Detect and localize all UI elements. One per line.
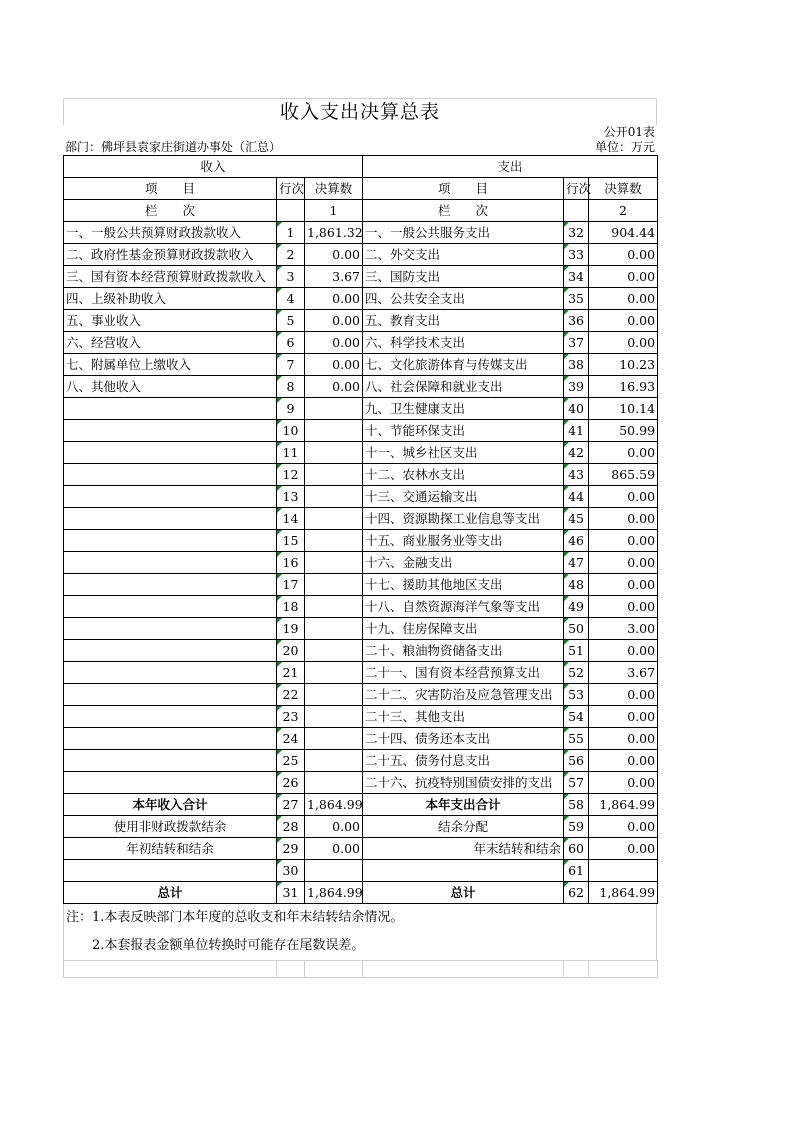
form-code: 公开01表 xyxy=(603,125,655,139)
income-line-no: 9 xyxy=(277,398,305,420)
expense-amount: 0.00 xyxy=(589,838,658,860)
income-amount-header: 决算数 xyxy=(305,178,363,200)
income-line-no: 3 xyxy=(277,266,305,288)
income-summary-item: 使用非财政拨款结余 xyxy=(64,816,277,838)
table-row xyxy=(64,530,658,552)
expense-amount: 0.00 xyxy=(589,772,658,794)
income-line-no: 1 xyxy=(277,222,305,244)
department-row xyxy=(63,140,657,155)
expense-line-no: 45 xyxy=(564,508,589,530)
table-row xyxy=(64,552,658,574)
expense-item: 十四、资源勘探工业信息等支出 xyxy=(363,508,564,530)
income-line-blank xyxy=(277,200,305,222)
table-row xyxy=(64,442,658,464)
expense-item: 十一、城乡社区支出 xyxy=(363,442,564,464)
table-row xyxy=(64,684,658,706)
income-item xyxy=(64,596,277,618)
income-amount: 1,864.99 xyxy=(305,794,363,816)
income-line-no: 30 xyxy=(277,860,305,882)
income-summary-item: 本年收入合计 xyxy=(64,794,277,816)
income-item xyxy=(64,684,277,706)
income-line-no: 21 xyxy=(277,662,305,684)
table-row xyxy=(64,310,658,332)
expense-amount: 0.00 xyxy=(589,486,658,508)
income-line-no: 13 xyxy=(277,486,305,508)
income-item xyxy=(64,442,277,464)
table-row xyxy=(64,332,658,354)
expense-amount: 0.00 xyxy=(589,332,658,354)
income-amount: 0.00 xyxy=(305,376,363,398)
trailing-cell xyxy=(564,961,589,978)
expense-line-header: 行次 xyxy=(564,178,589,200)
expense-amount: 0.00 xyxy=(589,596,658,618)
income-item xyxy=(64,486,277,508)
table-row xyxy=(64,640,658,662)
income-line-no: 22 xyxy=(277,684,305,706)
expense-line-no: 56 xyxy=(564,750,589,772)
expense-item: 六、科学技术支出 xyxy=(363,332,564,354)
expense-line-no: 32 xyxy=(564,222,589,244)
income-amount xyxy=(305,662,363,684)
expense-item: 五、教育支出 xyxy=(363,310,564,332)
expense-amount: 1,864.99 xyxy=(589,882,658,904)
expense-line-no: 47 xyxy=(564,552,589,574)
expense-item: 二十一、国有资本经营预算支出 xyxy=(363,662,564,684)
expense-line-no: 46 xyxy=(564,530,589,552)
expense-amount: 0.00 xyxy=(589,442,658,464)
department-label: 部门：佛坪县袁家庄街道办事处（汇总） xyxy=(65,140,282,154)
income-amount xyxy=(305,640,363,662)
expense-line-no: 61 xyxy=(564,860,589,882)
column-header-row xyxy=(64,178,658,200)
expense-item: 十七、援助其他地区支出 xyxy=(363,574,564,596)
note-2: 2.本套报表金额单位转换时可能存在尾数误差。 xyxy=(66,938,365,953)
expense-line-no: 36 xyxy=(564,310,589,332)
table-row xyxy=(64,772,658,794)
summary-row xyxy=(64,816,658,838)
table-row xyxy=(64,750,658,772)
expense-amount: 0.00 xyxy=(589,310,658,332)
income-amount xyxy=(305,684,363,706)
income-item: 四、上级补助收入 xyxy=(64,288,277,310)
expense-amount: 10.14 xyxy=(589,398,658,420)
table-row xyxy=(64,706,658,728)
income-amount: 0.00 xyxy=(305,244,363,266)
trailing-cell xyxy=(589,961,658,978)
income-line-no: 26 xyxy=(277,772,305,794)
expense-item-header: 项 目 xyxy=(363,178,564,200)
summary-row xyxy=(64,838,658,860)
income-item: 六、经营收入 xyxy=(64,332,277,354)
expense-amount: 0.00 xyxy=(589,640,658,662)
income-item xyxy=(64,772,277,794)
expense-amount xyxy=(589,860,658,882)
table-row xyxy=(64,266,658,288)
income-amount xyxy=(305,420,363,442)
income-amount: 1,861.32 xyxy=(305,222,363,244)
income-column-index: 1 xyxy=(305,200,363,222)
income-item: 三、国有资本经营预算财政拨款收入 xyxy=(64,266,277,288)
expense-item: 二十四、债务还本支出 xyxy=(363,728,564,750)
expense-amount: 0.00 xyxy=(589,706,658,728)
income-amount xyxy=(305,552,363,574)
income-item xyxy=(64,618,277,640)
expense-item: 十九、住房保障支出 xyxy=(363,618,564,640)
expense-line-no: 34 xyxy=(564,266,589,288)
expense-item: 二十六、抗疫特别国债安排的支出 xyxy=(363,772,564,794)
expense-summary-item: 总计 xyxy=(363,882,564,904)
expense-summary-item: 结余分配 xyxy=(363,816,564,838)
income-line-no: 31 xyxy=(277,882,305,904)
expense-line-no: 38 xyxy=(564,354,589,376)
income-item xyxy=(64,750,277,772)
expense-line-no: 58 xyxy=(564,794,589,816)
trailing-cell xyxy=(64,961,277,978)
income-amount xyxy=(305,398,363,420)
table-row xyxy=(64,574,658,596)
income-line-no: 24 xyxy=(277,728,305,750)
expense-amount: 0.00 xyxy=(589,728,658,750)
income-line-no: 7 xyxy=(277,354,305,376)
income-line-no: 6 xyxy=(277,332,305,354)
expense-item: 九、卫生健康支出 xyxy=(363,398,564,420)
income-item xyxy=(64,574,277,596)
expense-line-no: 40 xyxy=(564,398,589,420)
expense-amount: 0.00 xyxy=(589,816,658,838)
income-line-no: 27 xyxy=(277,794,305,816)
notes xyxy=(63,904,657,960)
expense-line-no: 59 xyxy=(564,816,589,838)
trailing-cell xyxy=(305,961,363,978)
table-row xyxy=(64,420,658,442)
expense-line-no: 49 xyxy=(564,596,589,618)
table-row xyxy=(64,222,658,244)
income-item xyxy=(64,508,277,530)
expense-line-no: 42 xyxy=(564,442,589,464)
expense-amount: 904.44 xyxy=(589,222,658,244)
income-amount: 0.00 xyxy=(305,816,363,838)
expense-line-no: 33 xyxy=(564,244,589,266)
summary-row xyxy=(64,882,658,904)
income-column-label: 栏 次 xyxy=(64,200,277,222)
income-item xyxy=(64,728,277,750)
income-line-no: 25 xyxy=(277,750,305,772)
expense-item: 一、一般公共服务支出 xyxy=(363,222,564,244)
expense-line-no: 39 xyxy=(564,376,589,398)
expense-line-no: 44 xyxy=(564,486,589,508)
expense-amount: 865.59 xyxy=(589,464,658,486)
summary-row xyxy=(64,860,658,882)
expense-amount: 3.00 xyxy=(589,618,658,640)
income-line-no: 14 xyxy=(277,508,305,530)
income-amount xyxy=(305,530,363,552)
income-amount xyxy=(305,442,363,464)
income-item: 五、事业收入 xyxy=(64,310,277,332)
expense-line-no: 55 xyxy=(564,728,589,750)
summary-table xyxy=(63,155,658,904)
income-item xyxy=(64,398,277,420)
expense-amount: 0.00 xyxy=(589,684,658,706)
table-row xyxy=(64,354,658,376)
expense-line-no: 43 xyxy=(564,464,589,486)
income-line-no: 10 xyxy=(277,420,305,442)
income-item: 二、政府性基金预算财政拨款收入 xyxy=(64,244,277,266)
page-title: 收入支出决算总表 xyxy=(63,98,657,125)
table-row xyxy=(64,398,658,420)
expense-summary-item: 年末结转和结余 xyxy=(363,838,564,860)
expense-column-label: 栏 次 xyxy=(363,200,564,222)
expense-amount: 0.00 xyxy=(589,266,658,288)
expense-summary-item xyxy=(363,860,564,882)
expense-amount: 1,864.99 xyxy=(589,794,658,816)
table-row xyxy=(64,662,658,684)
expense-amount: 0.00 xyxy=(589,530,658,552)
income-amount xyxy=(305,596,363,618)
income-item-header: 项 目 xyxy=(64,178,277,200)
expense-amount: 0.00 xyxy=(589,508,658,530)
income-item: 七、附属单位上缴收入 xyxy=(64,354,277,376)
expense-line-no: 60 xyxy=(564,838,589,860)
income-amount xyxy=(305,728,363,750)
income-line-no: 29 xyxy=(277,838,305,860)
table-row xyxy=(64,376,658,398)
income-line-no: 8 xyxy=(277,376,305,398)
expense-item: 二十二、灾害防治及应急管理支出 xyxy=(363,684,564,706)
income-item xyxy=(64,464,277,486)
income-amount xyxy=(305,618,363,640)
expense-item: 十、节能环保支出 xyxy=(363,420,564,442)
section-header-row xyxy=(64,156,658,178)
expense-item: 二十、粮油物资储备支出 xyxy=(363,640,564,662)
income-line-no: 15 xyxy=(277,530,305,552)
income-line-no: 11 xyxy=(277,442,305,464)
expense-item: 二、外交支出 xyxy=(363,244,564,266)
income-line-no: 4 xyxy=(277,288,305,310)
expense-line-no: 52 xyxy=(564,662,589,684)
income-summary-item: 年初结转和结余 xyxy=(64,838,277,860)
expense-line-no: 50 xyxy=(564,618,589,640)
expense-amount: 3.67 xyxy=(589,662,658,684)
expense-line-no: 41 xyxy=(564,420,589,442)
table-row xyxy=(64,244,658,266)
income-amount xyxy=(305,464,363,486)
income-line-no: 20 xyxy=(277,640,305,662)
expense-item: 四、公共安全支出 xyxy=(363,288,564,310)
expense-item: 二十三、其他支出 xyxy=(363,706,564,728)
income-amount: 0.00 xyxy=(305,310,363,332)
income-line-no: 23 xyxy=(277,706,305,728)
expense-amount: 0.00 xyxy=(589,750,658,772)
expense-item: 八、社会保障和就业支出 xyxy=(363,376,564,398)
expense-item: 七、文化旅游体育与传媒支出 xyxy=(363,354,564,376)
income-item xyxy=(64,706,277,728)
income-line-no: 28 xyxy=(277,816,305,838)
trailing-row xyxy=(64,961,658,978)
expense-item: 三、国防支出 xyxy=(363,266,564,288)
income-item xyxy=(64,552,277,574)
income-amount: 0.00 xyxy=(305,838,363,860)
summary-row xyxy=(64,794,658,816)
expense-item: 十三、交通运输支出 xyxy=(363,486,564,508)
trailing-cell xyxy=(277,961,305,978)
income-line-no: 19 xyxy=(277,618,305,640)
income-line-no: 16 xyxy=(277,552,305,574)
income-line-no: 5 xyxy=(277,310,305,332)
table-row xyxy=(64,596,658,618)
expense-header: 支出 xyxy=(363,156,658,178)
expense-amount: 50.99 xyxy=(589,420,658,442)
income-line-no: 2 xyxy=(277,244,305,266)
income-item: 一、一般公共预算财政拨款收入 xyxy=(64,222,277,244)
income-item xyxy=(64,640,277,662)
trailing-grid xyxy=(63,960,658,978)
income-line-no: 12 xyxy=(277,464,305,486)
expense-amount: 0.00 xyxy=(589,244,658,266)
income-line-no: 18 xyxy=(277,596,305,618)
expense-line-no: 48 xyxy=(564,574,589,596)
income-amount: 1,864.99 xyxy=(305,882,363,904)
expense-line-no: 51 xyxy=(564,640,589,662)
table-row xyxy=(64,464,658,486)
column-index-row xyxy=(64,200,658,222)
expense-line-no: 35 xyxy=(564,288,589,310)
income-amount: 0.00 xyxy=(305,354,363,376)
income-item xyxy=(64,530,277,552)
income-amount: 0.00 xyxy=(305,288,363,310)
income-amount xyxy=(305,486,363,508)
expense-amount: 16.93 xyxy=(589,376,658,398)
income-item xyxy=(64,420,277,442)
income-amount: 0.00 xyxy=(305,332,363,354)
form-code-row xyxy=(63,125,657,140)
table-row xyxy=(64,288,658,310)
expense-item: 二十五、债务付息支出 xyxy=(363,750,564,772)
income-line-no: 17 xyxy=(277,574,305,596)
income-line-header: 行次 xyxy=(277,178,305,200)
expense-line-blank xyxy=(564,200,589,222)
expense-summary-item: 本年支出合计 xyxy=(363,794,564,816)
expense-line-no: 62 xyxy=(564,882,589,904)
expense-item: 十六、金融支出 xyxy=(363,552,564,574)
income-amount xyxy=(305,508,363,530)
unit-label: 单位：万元 xyxy=(594,140,655,154)
expense-column-index: 2 xyxy=(589,200,658,222)
expense-item: 十二、农林水支出 xyxy=(363,464,564,486)
table-row xyxy=(64,618,658,640)
income-header: 收入 xyxy=(64,156,363,178)
expense-amount: 0.00 xyxy=(589,288,658,310)
income-summary-item: 总计 xyxy=(64,882,277,904)
expense-item: 十八、自然资源海洋气象等支出 xyxy=(363,596,564,618)
expense-amount: 0.00 xyxy=(589,552,658,574)
table-row xyxy=(64,508,658,530)
expense-amount: 0.00 xyxy=(589,574,658,596)
note-1: 注：1.本表反映部门本年度的总收支和年末结转结余情况。 xyxy=(66,910,404,925)
income-summary-item xyxy=(64,860,277,882)
expense-line-no: 54 xyxy=(564,706,589,728)
table-row xyxy=(64,486,658,508)
expense-amount-header: 决算数 xyxy=(589,178,658,200)
expense-line-no: 53 xyxy=(564,684,589,706)
expense-amount: 10.23 xyxy=(589,354,658,376)
income-item xyxy=(64,662,277,684)
expense-line-no: 57 xyxy=(564,772,589,794)
income-amount xyxy=(305,574,363,596)
report-sheet xyxy=(63,98,657,978)
expense-item: 十五、商业服务业等支出 xyxy=(363,530,564,552)
income-amount xyxy=(305,860,363,882)
table-row xyxy=(64,728,658,750)
income-amount xyxy=(305,772,363,794)
trailing-cell xyxy=(363,961,564,978)
income-amount: 3.67 xyxy=(305,266,363,288)
income-amount xyxy=(305,750,363,772)
expense-line-no: 37 xyxy=(564,332,589,354)
income-item: 八、其他收入 xyxy=(64,376,277,398)
income-amount xyxy=(305,706,363,728)
